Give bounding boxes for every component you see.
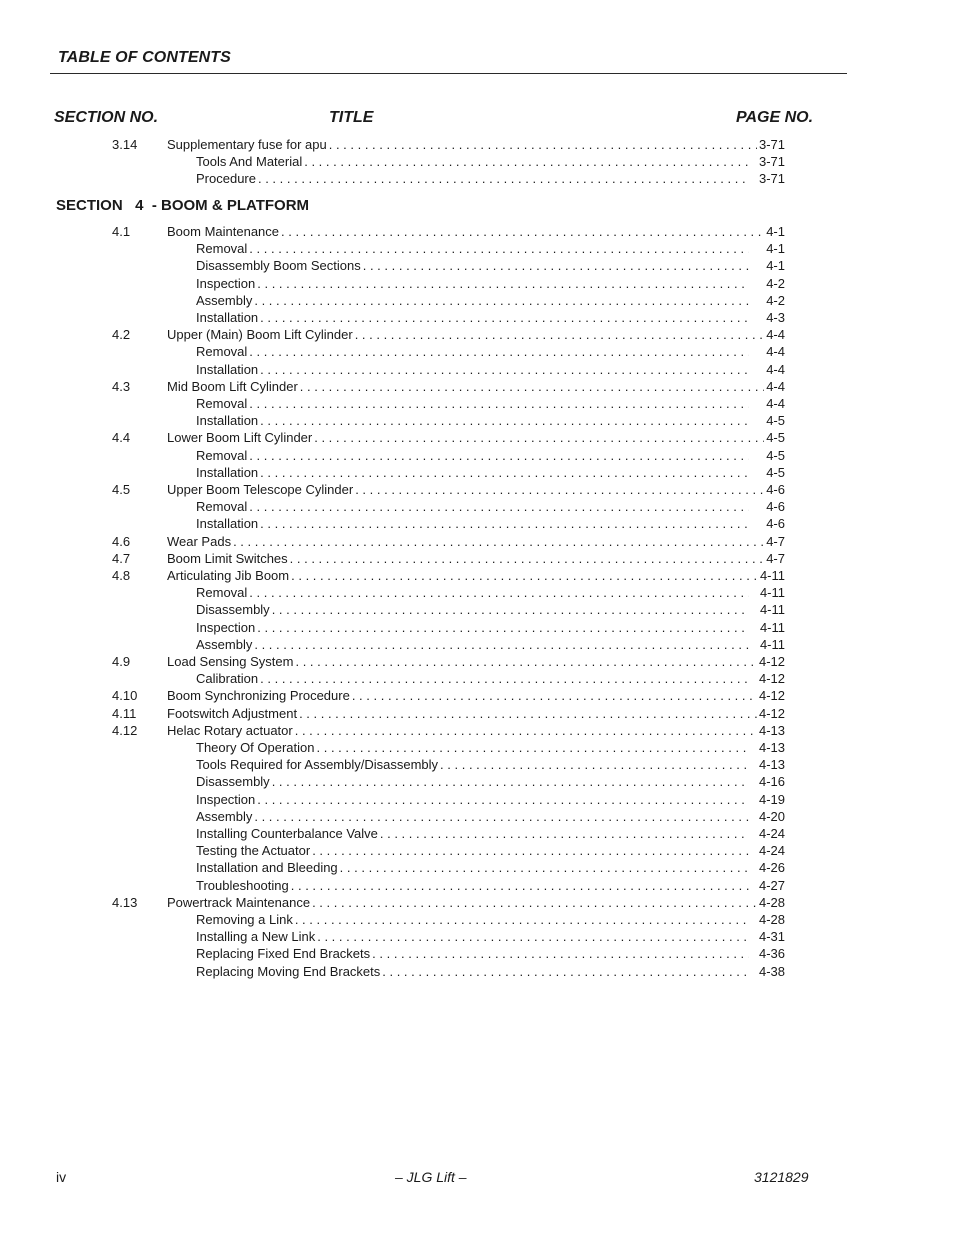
toc-entry-title: Mid Boom Lift Cylinder (167, 378, 298, 394)
toc-page-number: 4-7 (766, 533, 785, 549)
toc-dot-leader (252, 808, 749, 825)
toc-page-number: 4-12 (758, 654, 785, 669)
toc-row (0, 275, 954, 292)
toc-dot-leader (310, 842, 749, 859)
header-rule (50, 73, 847, 74)
toc-page-number: 4-12 (758, 705, 785, 721)
toc-page-number: 4-11 (759, 602, 785, 618)
toc-entry (167, 894, 785, 911)
toc-row (0, 240, 954, 257)
toc-row (0, 498, 954, 515)
toc-entry-title: Replacing Moving End Brackets (196, 963, 381, 979)
toc-page-number: 4-24 (758, 843, 785, 859)
toc-row (0, 877, 954, 894)
toc-row (0, 136, 954, 153)
toc-dot-leader (353, 326, 765, 343)
toc-row (0, 326, 954, 343)
toc-entry (196, 928, 785, 945)
toc-page-number: 4-11 (759, 585, 785, 601)
toc-entry (196, 170, 785, 187)
toc-entry-title: Removal (196, 396, 248, 411)
toc-row (0, 429, 954, 446)
toc-entry-title: Inspection (196, 619, 256, 635)
toc-page-number: 4-26 (758, 860, 785, 876)
toc-entry (167, 223, 785, 240)
toc-page-number: 3-71 (758, 154, 785, 170)
toc-page-number: 4-1 (766, 241, 785, 257)
toc-entry-title: Installation (196, 310, 259, 325)
toc-entry-title: Removal (196, 499, 248, 515)
toc-page-number: 4-4 (766, 378, 785, 394)
toc-entry-title: Replacing Fixed End Brackets (196, 946, 371, 962)
toc-entry-title: Installing a New Link (196, 929, 316, 945)
toc-row (0, 687, 954, 704)
toc-entry-title: Upper (Main) Boom Lift Cylinder (167, 327, 353, 343)
toc-row (0, 584, 954, 601)
toc-dot-leader (289, 567, 758, 584)
toc-page-number: 4-13 (758, 740, 785, 755)
toc-section-number: 4.3 (112, 378, 131, 394)
toc-page-number: 3-71 (758, 171, 785, 187)
toc-page-number: 4-4 (766, 361, 785, 377)
toc-dot-leader (247, 584, 749, 601)
toc-page-number: 4-24 (758, 826, 785, 841)
toc-entry (196, 584, 785, 601)
toc-row (0, 808, 954, 825)
toc-entry-title: Lower Boom Lift Cylinder (167, 430, 313, 446)
toc-row (0, 361, 954, 378)
toc-entry-title: Theory Of Operation (196, 740, 315, 755)
toc-dot-leader (338, 859, 749, 876)
toc-page-number: 4-4 (766, 344, 785, 360)
toc-entry-title: Footswitch Adjustment (167, 705, 298, 721)
toc-row (0, 653, 954, 670)
toc-dot-leader (310, 894, 757, 911)
toc-entry-title: Boom Limit Switches (167, 550, 288, 566)
toc-entry (196, 464, 785, 481)
toc-section-number: 4.2 (112, 327, 131, 343)
toc-section-number: 4.5 (112, 482, 131, 497)
toc-row (0, 756, 954, 773)
toc-row (0, 963, 954, 980)
toc-page-number: 4-31 (758, 929, 785, 945)
toc-entry-title: Articulating Jib Boom (167, 568, 290, 583)
toc-dot-leader (258, 464, 749, 481)
toc-entry (167, 481, 785, 498)
toc-dot-leader (270, 601, 749, 618)
toc-row (0, 842, 954, 859)
toc-entry (167, 705, 785, 722)
toc-section-number: 4.13 (112, 894, 138, 910)
toc-row (0, 378, 954, 395)
toc-dot-leader (327, 136, 757, 153)
toc-entry (196, 275, 785, 292)
toc-section-number: 4.12 (112, 722, 138, 738)
toc-entry (196, 859, 785, 876)
toc-entry-title: Helac Rotary actuator (167, 722, 293, 738)
toc-page-number: 4-19 (758, 791, 785, 807)
toc-entry-title: Assembly (196, 292, 253, 308)
toc-entry (196, 309, 785, 326)
toc-dot-leader (380, 963, 749, 980)
toc-dot-leader (231, 533, 764, 550)
toc-page-number: 4-12 (758, 671, 785, 687)
toc-entry-title: Installation (196, 516, 259, 532)
column-header-page: PAGE NO. (736, 109, 814, 126)
toc-page-number: 4-4 (766, 396, 785, 411)
toc-dot-leader (353, 481, 764, 498)
toc-page-number: 4-6 (766, 482, 785, 497)
toc-dot-leader (293, 653, 757, 670)
toc-page-number: 4-27 (758, 877, 785, 893)
toc-row (0, 515, 954, 532)
toc-dot-leader (255, 791, 749, 808)
toc-row (0, 928, 954, 945)
toc-dot-leader (370, 945, 749, 962)
toc-entry (196, 877, 785, 894)
toc-entry (196, 791, 785, 808)
toc-page-number: 4-5 (766, 413, 785, 429)
toc-entry-title: Installation and Bleeding (196, 860, 338, 876)
toc-entry-title: Removal (196, 344, 248, 360)
toc-entry-title: Supplementary fuse for apu (167, 137, 327, 152)
toc-entry-title: Removal (196, 241, 248, 257)
toc-row (0, 395, 954, 412)
toc-page-number: 4-13 (758, 722, 785, 738)
toc-row (0, 739, 954, 756)
toc-entry-title: Inspection (196, 275, 256, 291)
toc-section-number: 4.8 (112, 568, 131, 583)
toc-entry-title: Installation (196, 361, 259, 377)
toc-entry-title: Boom Synchronizing Procedure (167, 688, 350, 704)
toc-entry-title: Assembly (196, 808, 253, 824)
toc-dot-leader (247, 395, 749, 412)
toc-dot-leader (270, 773, 749, 790)
toc-row (0, 825, 954, 842)
footer-document-number: 3121829 (754, 1169, 809, 1185)
toc-dot-leader (302, 153, 749, 170)
toc-row (0, 153, 954, 170)
toc-page-number: 4-13 (758, 757, 785, 773)
toc-page-number: 4-4 (766, 327, 785, 343)
toc-page-number: 4-11 (759, 568, 785, 583)
toc-page-number: 4-3 (766, 310, 785, 325)
toc-entry (196, 619, 785, 636)
toc-entry (196, 945, 785, 962)
toc-entry (196, 292, 785, 309)
toc-entry (196, 447, 785, 464)
toc-entry-title: Disassembly (196, 602, 270, 618)
toc-dot-leader (256, 170, 749, 187)
toc-page-number: 4-1 (766, 224, 785, 239)
toc-dot-leader (247, 498, 749, 515)
toc-entry (196, 240, 785, 257)
toc-page-number: 4-28 (758, 894, 785, 910)
toc-dot-leader (252, 636, 749, 653)
toc-entry-title: Powertrack Maintenance (167, 894, 311, 910)
toc-entry (196, 395, 785, 412)
toc-entry (196, 361, 785, 378)
toc-entry-title: Installation (196, 464, 259, 480)
toc-entry (167, 533, 785, 550)
toc-row (0, 292, 954, 309)
toc-entry-title: Boom Maintenance (167, 224, 280, 239)
toc-row (0, 309, 954, 326)
toc-section-number: 4.6 (112, 533, 131, 549)
toc-dot-leader (312, 429, 764, 446)
toc-page-number: 4-12 (758, 688, 785, 704)
toc-dot-leader (289, 877, 749, 894)
toc-page-number: 4-11 (759, 636, 785, 652)
toc-dot-leader (288, 550, 765, 567)
toc-entry (167, 653, 785, 670)
toc-dot-leader (315, 928, 749, 945)
toc-entry-title: Disassembly Boom Sections (196, 258, 361, 274)
toc-row (0, 223, 954, 240)
toc-row (0, 619, 954, 636)
section-heading: SECTION 4 - BOOM & PLATFORM (56, 197, 310, 214)
toc-dot-leader (258, 361, 749, 378)
toc-entry (196, 670, 785, 687)
toc-entry (196, 825, 785, 842)
toc-entry (196, 153, 785, 170)
toc-dot-leader (378, 825, 749, 842)
toc-dot-leader (247, 240, 749, 257)
toc-row (0, 257, 954, 274)
toc-entry-title: Removal (196, 447, 248, 463)
toc-page-number: 4-5 (766, 464, 785, 480)
toc-entry (167, 550, 785, 567)
toc-page-number: 4-5 (766, 430, 785, 446)
toc-entry (196, 911, 785, 928)
toc-row (0, 773, 954, 790)
column-header-title: TITLE (329, 109, 374, 126)
toc-row (0, 447, 954, 464)
toc-entry (196, 343, 785, 360)
toc-section-number: 4.4 (112, 430, 131, 446)
toc-dot-leader (298, 378, 764, 395)
toc-row (0, 894, 954, 911)
toc-page-number: 4-2 (766, 292, 785, 308)
toc-dot-leader (361, 257, 749, 274)
toc-dot-leader (252, 292, 749, 309)
toc-entry-title: Load Sensing System (167, 654, 294, 669)
toc-entry-title: Removing a Link (196, 912, 293, 927)
toc-page-number: 4-6 (766, 499, 785, 515)
toc-dot-leader (258, 309, 749, 326)
toc-page-number: 4-5 (766, 447, 785, 463)
footer-page-number: iv (56, 1169, 67, 1185)
toc-row (0, 567, 954, 584)
toc-entry (196, 773, 785, 790)
toc-entry (196, 257, 785, 274)
toc-dot-leader (350, 687, 757, 704)
toc-row (0, 601, 954, 618)
toc-entry (196, 515, 785, 532)
toc-entry (167, 722, 785, 739)
toc-section-number: 4.1 (112, 224, 131, 239)
toc-row (0, 481, 954, 498)
toc-entry-title: Calibration (196, 671, 259, 687)
toc-entry-title: Installing Counterbalance Valve (196, 826, 378, 841)
toc-page-number: 4-11 (759, 619, 785, 635)
toc-page-number: 4-16 (758, 774, 785, 790)
toc-row (0, 533, 954, 550)
toc-entry (196, 412, 785, 429)
toc-row (0, 412, 954, 429)
toc-entry (196, 498, 785, 515)
toc-section-number: 4.10 (112, 688, 138, 704)
toc-dot-leader (255, 619, 749, 636)
toc-entry (167, 687, 785, 704)
toc-entry (167, 429, 785, 446)
toc-entry-title: Upper Boom Telescope Cylinder (167, 482, 354, 497)
toc-entry-title: Removal (196, 585, 248, 601)
toc-entry-title: Testing the Actuator (196, 843, 311, 859)
toc-dot-leader (315, 739, 750, 756)
toc-row (0, 170, 954, 187)
toc-row (0, 911, 954, 928)
toc-row (0, 636, 954, 653)
toc-page-number: 4-6 (766, 516, 785, 532)
toc-entry (196, 636, 785, 653)
footer-publisher: – JLG Lift – (395, 1169, 467, 1185)
toc-entry (167, 136, 785, 153)
toc-row (0, 722, 954, 739)
column-header-section: SECTION NO. (54, 109, 159, 126)
toc-page-number: 4-36 (758, 946, 785, 962)
toc-row (0, 670, 954, 687)
toc-entry-title: Procedure (196, 171, 256, 187)
toc-entry-title: Assembly (196, 636, 253, 652)
toc-row (0, 550, 954, 567)
toc-entry-title: Wear Pads (167, 533, 232, 549)
toc-page-number: 4-2 (766, 275, 785, 291)
toc-dot-leader (297, 705, 757, 722)
toc-page-number: 4-28 (758, 912, 785, 927)
toc-dot-leader (279, 223, 764, 240)
toc-entry-title: Disassembly (196, 774, 270, 790)
toc-row (0, 343, 954, 360)
toc-entry-title: Tools Required for Assembly/Disassembly (196, 757, 439, 773)
toc-entry-title: Tools And Material (196, 154, 303, 170)
toc-entry (196, 808, 785, 825)
toc-dot-leader (255, 275, 749, 292)
toc-page-number: 4-38 (758, 963, 785, 979)
toc-entry (167, 378, 785, 395)
toc-entry (196, 842, 785, 859)
toc-entry-title: Installation (196, 413, 259, 429)
toc-row (0, 945, 954, 962)
toc-dot-leader (438, 756, 749, 773)
toc-entry (196, 739, 785, 756)
toc-row (0, 464, 954, 481)
toc-entry (167, 326, 785, 343)
toc-section-number: 3.14 (112, 137, 138, 152)
toc-dot-leader (258, 670, 749, 687)
toc-dot-leader (293, 911, 749, 928)
toc-entry (196, 601, 785, 618)
toc-section-number: 4.11 (112, 705, 137, 721)
toc-row (0, 791, 954, 808)
toc-page-number: 3-71 (758, 137, 785, 152)
toc-entry-title: Troubleshooting (196, 877, 289, 893)
toc-dot-leader (247, 343, 749, 360)
toc-row (0, 705, 954, 722)
toc-section-number: 4.9 (112, 654, 131, 669)
toc-entry (167, 567, 785, 584)
toc-dot-leader (247, 447, 749, 464)
toc-section-number: 4.7 (112, 550, 131, 566)
page-title: TABLE OF CONTENTS (58, 49, 231, 66)
toc-dot-leader (258, 412, 749, 429)
toc-page-number: 4-7 (766, 550, 785, 566)
toc-dot-leader (293, 722, 757, 739)
toc-entry (196, 963, 785, 980)
toc-dot-leader (258, 515, 749, 532)
toc-entry-title: Inspection (196, 791, 256, 807)
toc-row (0, 859, 954, 876)
toc-page-number: 4-1 (766, 258, 785, 274)
toc-entry (196, 756, 785, 773)
toc-page-number: 4-20 (758, 808, 785, 824)
